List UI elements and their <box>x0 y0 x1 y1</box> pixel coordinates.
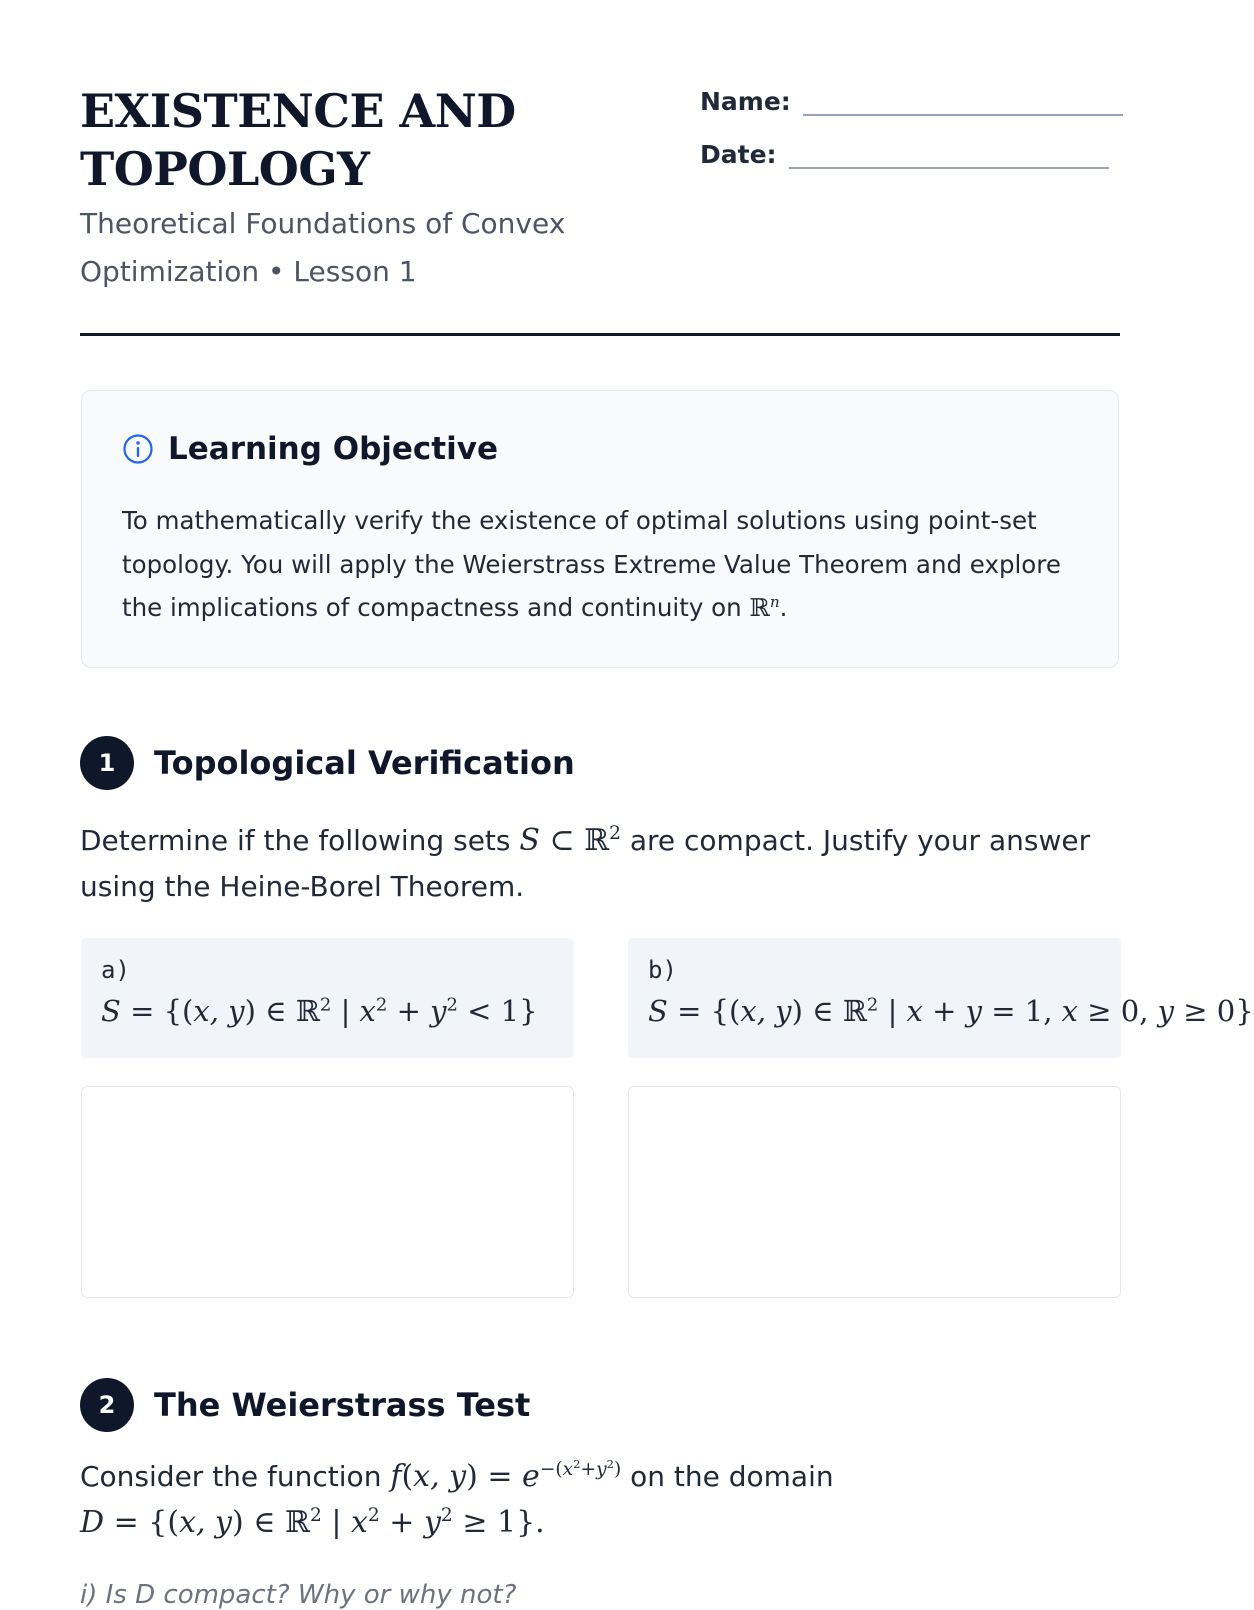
section-2-intro-suffix: on the domain <box>621 1460 834 1493</box>
problem-b-card <box>628 938 1254 1058</box>
name-row <box>700 84 1123 116</box>
objective-title: Learning Objective <box>168 431 498 467</box>
question-i: i) Is D compact? Why or why not? <box>80 1580 517 1610</box>
subtitle-line-1: Theoretical Foundations of Convex <box>80 207 566 240</box>
section-2-title: The Weierstrass Test <box>154 1386 531 1424</box>
worksheet-subtitle <box>80 200 600 296</box>
info-circle-icon <box>122 433 154 465</box>
domain-d-math: D = {(x, y) ∈ ℝ$^2$ | $x^2 + y^2 \ge 1$}. <box>80 1505 545 1540</box>
problem-a-card <box>81 938 574 1058</box>
objective-math-rn: ℝ$^n$ <box>749 592 780 622</box>
problem-b-label: b) <box>648 956 677 984</box>
title-line-2: TOPOLOGY <box>80 142 370 196</box>
section-2-intro <box>80 1454 1140 1546</box>
date-row <box>700 137 1109 169</box>
function-f-math: f(x, $y) = e^{-(x^2+y^2)}$ <box>390 1456 622 1494</box>
objective-text <box>122 499 1082 630</box>
objective-line-2: topology. You will apply the Weierstrass Extreme Value Theorem and explore <box>122 549 1061 579</box>
objective-line-3-end: . <box>779 593 788 622</box>
name-label: Name: <box>700 87 791 116</box>
title-line-1: EXISTENCE AND <box>80 84 516 138</box>
date-label: Date: <box>700 140 777 169</box>
problem-b-expression: S = {(x, y) ∈ ℝ$^2$ | x + y = 1, x ≥ 0, y ≥ 0} <box>648 994 1254 1028</box>
name-field[interactable] <box>803 84 1123 116</box>
header-divider <box>80 333 1120 336</box>
answer-box-b[interactable] <box>628 1086 1121 1298</box>
section-1-intro-suffix: are compact. Justify your answer <box>620 824 1091 857</box>
section-1-header <box>80 736 575 790</box>
section-2-intro-prefix: Consider the function <box>80 1460 391 1493</box>
learning-objective-box <box>81 390 1119 668</box>
problem-a-label: a) <box>101 956 130 984</box>
subtitle-line-2: Optimization • Lesson 1 <box>80 255 417 288</box>
section-1-number: 1 <box>80 736 134 790</box>
section-2-header <box>80 1378 530 1432</box>
objective-header <box>122 431 498 467</box>
objective-line-3: the implications of compactness and continuity on <box>122 593 750 622</box>
section-1-intro <box>80 818 1140 910</box>
answer-box-a[interactable] <box>81 1086 574 1298</box>
worksheet-title <box>80 82 640 198</box>
objective-line-1: To mathematically verify the existence of optimal solutions using point-set <box>122 506 1037 535</box>
date-field[interactable] <box>789 137 1109 169</box>
section-1-intro-prefix: Determine if the following sets <box>80 824 520 857</box>
section-2-number: 2 <box>80 1378 134 1432</box>
section-1-title: Topological Verification <box>154 744 575 782</box>
section-1-intro-line-2: using the Heine-Borel Theorem. <box>80 870 525 903</box>
set-s-in-r2-math: S ⊂ ℝ$^2$ <box>519 823 621 858</box>
problem-a-expression: S = {(x, y) ∈ ℝ$^2$ | $x^2 + y^2 < 1$} <box>101 994 538 1028</box>
